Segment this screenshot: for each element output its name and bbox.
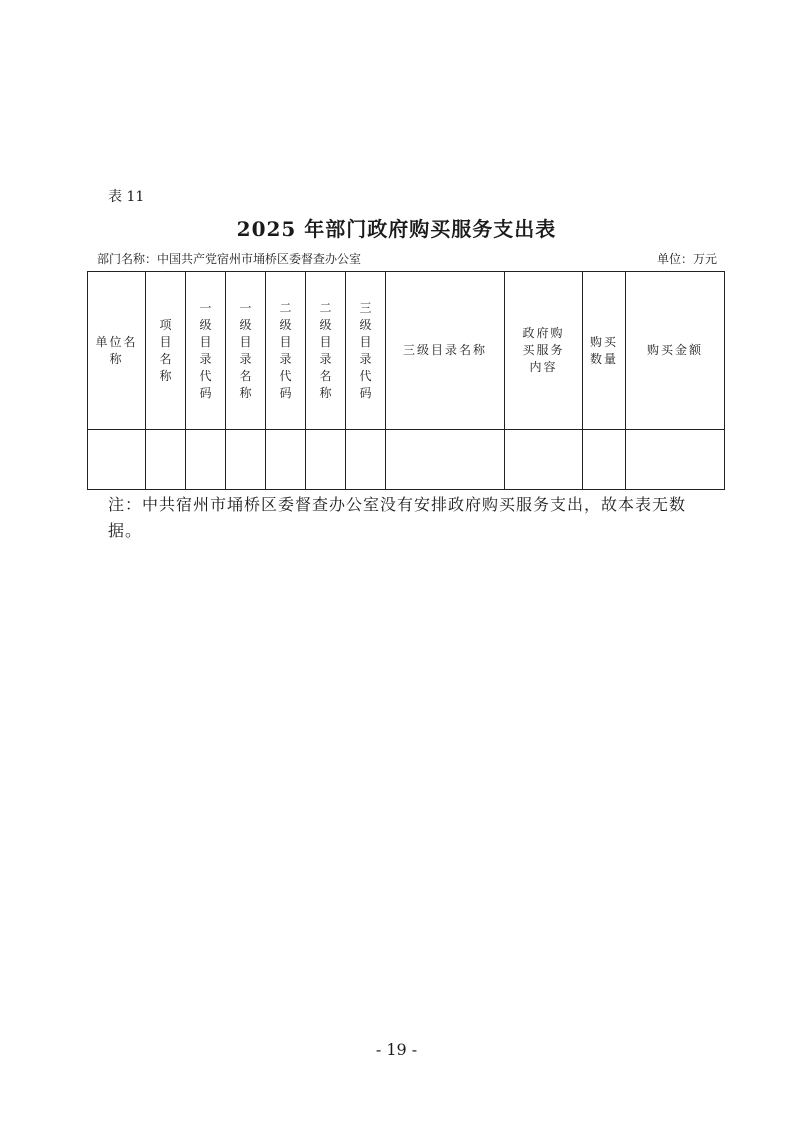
table-cell [226, 430, 266, 490]
header-cell-amount: 购买金额 [626, 272, 725, 430]
table-meta-row [97, 250, 717, 267]
page-number: - 19 - [375, 1040, 418, 1059]
table-cell [386, 430, 505, 490]
table-cell [346, 430, 386, 490]
header-cell-level2-name: 二级目录名称 [306, 272, 346, 430]
department-name: 部门名称：中国共产党宿州市埇桥区委督查办公室 [97, 252, 362, 266]
table-row [88, 430, 725, 490]
table-cell [146, 430, 186, 490]
header-cell-quantity: 购买数量 [583, 272, 626, 430]
header-cell-level3-code: 三级目录代码 [346, 272, 386, 430]
table-label: 表 11 [108, 189, 145, 205]
table-cell [88, 430, 146, 490]
table-cell [626, 430, 725, 490]
header-cell-level1-code: 一级目录代码 [186, 272, 226, 430]
note-text: 注：中共宿州市埇桥区委督查办公室没有安排政府购买服务支出，故本表无数据。 [108, 495, 687, 540]
table-header-row [88, 272, 725, 430]
unit-label: 单位：万元 [656, 252, 717, 266]
header-cell-level1-name: 一级目录名称 [226, 272, 266, 430]
table-cell [186, 430, 226, 490]
header-cell-unit-name: 单位名称 [88, 272, 146, 430]
purchase-service-table [87, 271, 725, 490]
table-cell [266, 430, 306, 490]
table-cell [505, 430, 583, 490]
page-title: 2025 年部门政府购买服务支出表 [236, 217, 557, 241]
table-cell [583, 430, 626, 490]
header-cell-project-name: 项目名称 [146, 272, 186, 430]
header-cell-level3-name: 三级目录名称 [386, 272, 505, 430]
table-cell [306, 430, 346, 490]
header-cell-service-content: 政府购买服务内容 [505, 272, 583, 430]
header-cell-level2-code: 二级目录代码 [266, 272, 306, 430]
